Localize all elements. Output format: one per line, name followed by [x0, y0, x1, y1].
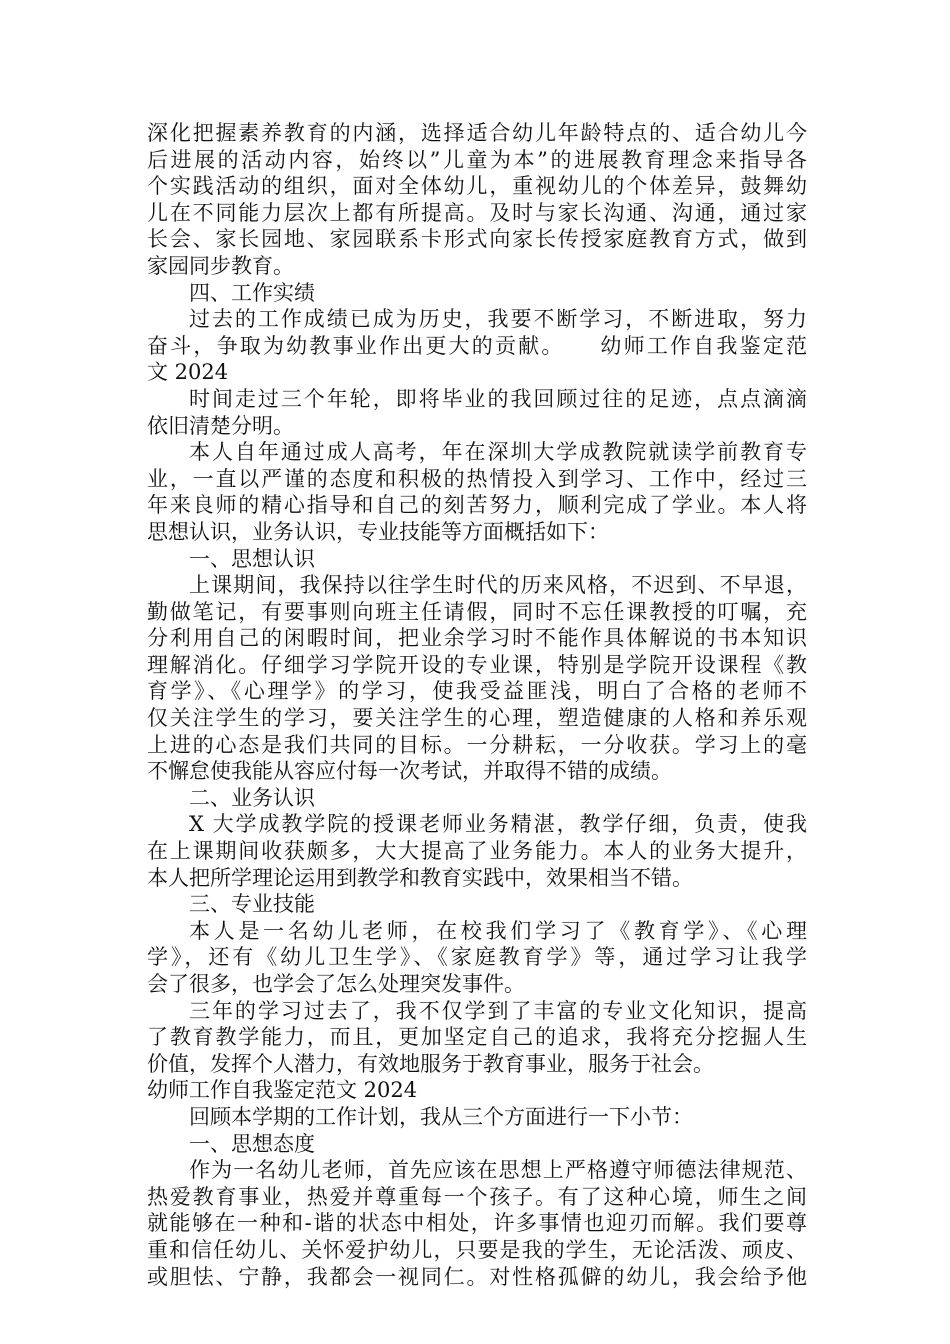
section-heading: 一、思想认识 — [189, 546, 315, 571]
text-line: 业，一直以严谨的态度和积极的热情投入到学习、工作中，经过三 — [147, 466, 807, 491]
text-line: 上进的心态是我们共同的目标。一分耕耘，一分收获。学习上的毫 — [147, 732, 807, 757]
section-heading: 四、工作实绩 — [189, 280, 315, 305]
text-line: 后进展的活动内容，始终以”儿童为本”的进展教育理念来指导各 — [147, 147, 807, 172]
document-body — [147, 120, 807, 1290]
text-line: 或胆怯、宁静，我都会一视同仁。对性格孤僻的幼儿，我会给予他 — [147, 1264, 807, 1289]
text-line: 重和信任幼儿、关怀爱护幼儿，只要是我的学生，无论活泼、顽皮、 — [147, 1237, 807, 1262]
text-line: 家园同步教育。 — [147, 253, 294, 278]
text-line: 依旧清楚分明。 — [147, 413, 294, 438]
text-line: 本人是一名幼儿老师，在校我们学习了《教育学》、《心理 — [189, 918, 807, 943]
text-line: 深化把握素养教育的内涵，选择适合幼儿年龄特点的、适合幼儿今 — [147, 121, 807, 145]
text-line: 就能够在一种和-谐的状态中相处，许多事情也迎刃而解。我们要尊 — [147, 1211, 807, 1236]
text-line: 育学》、《心理学》的学习，使我受益匪浅，明白了合格的老师不 — [147, 679, 807, 704]
text-line: 时间走过三个年轮，即将毕业的我回顾过往的足迹，点点滴滴 — [189, 386, 807, 411]
text-line: 价值，发挥个人潜力，有效地服务于教育事业，服务于社会。 — [147, 1051, 714, 1076]
text-line: 儿在不同能力层次上都有所提高。及时与家长沟通、沟通，通过家 — [147, 200, 807, 225]
text-line: 文 2024 — [147, 360, 229, 385]
section-heading: 二、业务认识 — [189, 785, 315, 810]
text-line: 分利用自己的闲暇时间，把业余学习时不能作具体解说的书本知识 — [147, 626, 807, 651]
text-line: 在上课期间收获颇多，大大提高了业务能力。本人的业务大提升， — [147, 839, 807, 864]
text-line: 勤做笔记，有要事则向班主任请假，同时不忘任课教授的叮嘱，充 — [147, 599, 807, 624]
section-heading: 三、专业技能 — [189, 892, 315, 917]
text-line: 不懈怠使我能从容应付每一次考试，并取得不错的成绩。 — [147, 759, 672, 784]
text-line: 三年的学习过去了，我不仅学到了丰富的专业文化知识，提高 — [189, 998, 807, 1023]
text-line: 作为一名幼儿老师，首先应该在思想上严格遵守师德法律规范、 — [189, 1158, 807, 1183]
text-line: 理解消化。仔细学习学院开设的专业课，特别是学院开设课程《教 — [147, 652, 807, 677]
text-line: 热爱教育事业，热爱并尊重每一个孩子。有了这种心境，师生之间 — [147, 1184, 807, 1209]
text-line: 了教育教学能力，而且，更加坚定自己的追求，我将充分挖掘人生 — [147, 1025, 807, 1050]
text-line: 上课期间，我保持以往学生时代的历来风格，不迟到、不早退， — [189, 573, 807, 598]
text-line: 会了很多，也学会了怎么处理突发事件。 — [147, 972, 525, 996]
text-line: 个实践活动的组织，面对全体幼儿，重视幼儿的个体差异，鼓舞幼 — [147, 174, 807, 199]
text-line: 本人自年通过成人高考，年在深圳大学成教院就读学前教育专 — [189, 440, 807, 465]
text-line: 本人把所学理论运用到教学和教育实践中，效果相当不错。 — [147, 865, 693, 890]
text-line: 过去的工作成绩已成为历史，我要不断学习，不断进取，努力 — [189, 307, 807, 332]
section-heading: 一、思想态度 — [189, 1131, 315, 1156]
text-line: 学》，还有《幼儿卫生学》、《家庭教育学》等，通过学习让我学 — [147, 945, 807, 970]
text-line: X 大学成教学院的授课老师业务精湛，教学仔细，负责，使我 — [189, 812, 807, 837]
text-line: 长会、家长园地、家园联系卡形式向家长传授家庭教育方式，做到 — [147, 227, 807, 252]
text-line: 年来良师的精心指导和自己的刻苦努力，顺利完成了学业。本人将 — [147, 493, 807, 518]
text-line: 思想认识，业务认识，专业技能等方面概括如下： — [147, 519, 609, 544]
text-line: 回顾本学期的工作计划，我从三个方面进行一下小节： — [189, 1104, 693, 1129]
text-line: 仅关注学生的学习，要关注学生的心理，塑造健康的人格和养乐观 — [147, 706, 807, 731]
section-title: 幼师工作自我鉴定范文 2024 — [147, 1078, 418, 1103]
text-line: 奋斗，争取为幼教事业作出更大的贡献。 幼师工作自我鉴定范 — [147, 333, 807, 358]
